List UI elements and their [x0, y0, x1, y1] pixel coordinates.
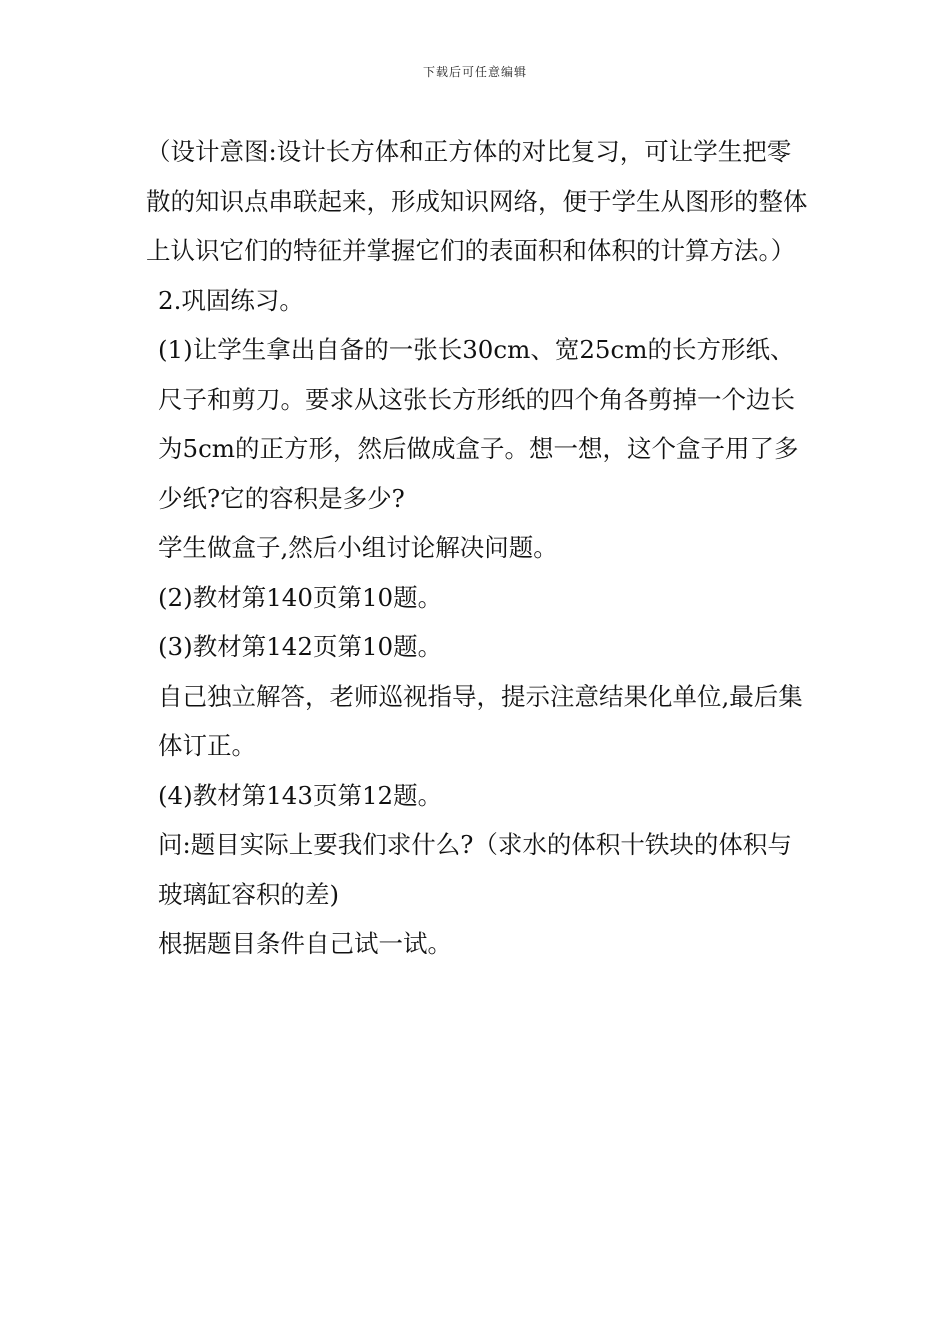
page-header-note: 下载后可任意编辑	[422, 65, 527, 79]
paragraph-exercise-1: (1)让学生拿出自备的一张长30cm、宽25cm的长方形纸、尺子和剪刀。要求从这张长方形纸的四个角各剪掉一个边长为5cm的正方形，然后做成盒子。想一想，这个盒子用了多少纸?它的容积是多少?	[158, 335, 799, 513]
document-body	[146, 127, 810, 969]
paragraph-exercise-4: (4)教材第143页第12题。	[158, 780, 443, 810]
paragraph-try-it: 根据题目条件自己试一试。	[158, 929, 452, 958]
paragraph-section-heading: 2.巩固练习。	[158, 285, 304, 315]
paragraph-design-intent: （设计意图:设计长方体和正方体的对比复习，可让学生把零散的知识点串联起来，形成知识网络，便于学生从图形的整体上认识它们的特征并掌握它们的表面积和体积的计算方法。）	[146, 137, 808, 265]
paragraph-student-activity: 学生做盒子,然后小组讨论解决问题。	[158, 533, 558, 562]
paragraph-question: 问:题目实际上要我们求什么?（求水的体积十铁块的体积与玻璃缸容积的差)	[158, 830, 792, 909]
paragraph-exercise-2: (2)教材第140页第10题。	[158, 582, 443, 612]
paragraph-independent-solving: 自己独立解答，老师巡视指导，提示注意结果化单位,最后集体订正。	[158, 681, 803, 760]
paragraph-exercise-3: (3)教材第142页第10题。	[158, 632, 443, 661]
